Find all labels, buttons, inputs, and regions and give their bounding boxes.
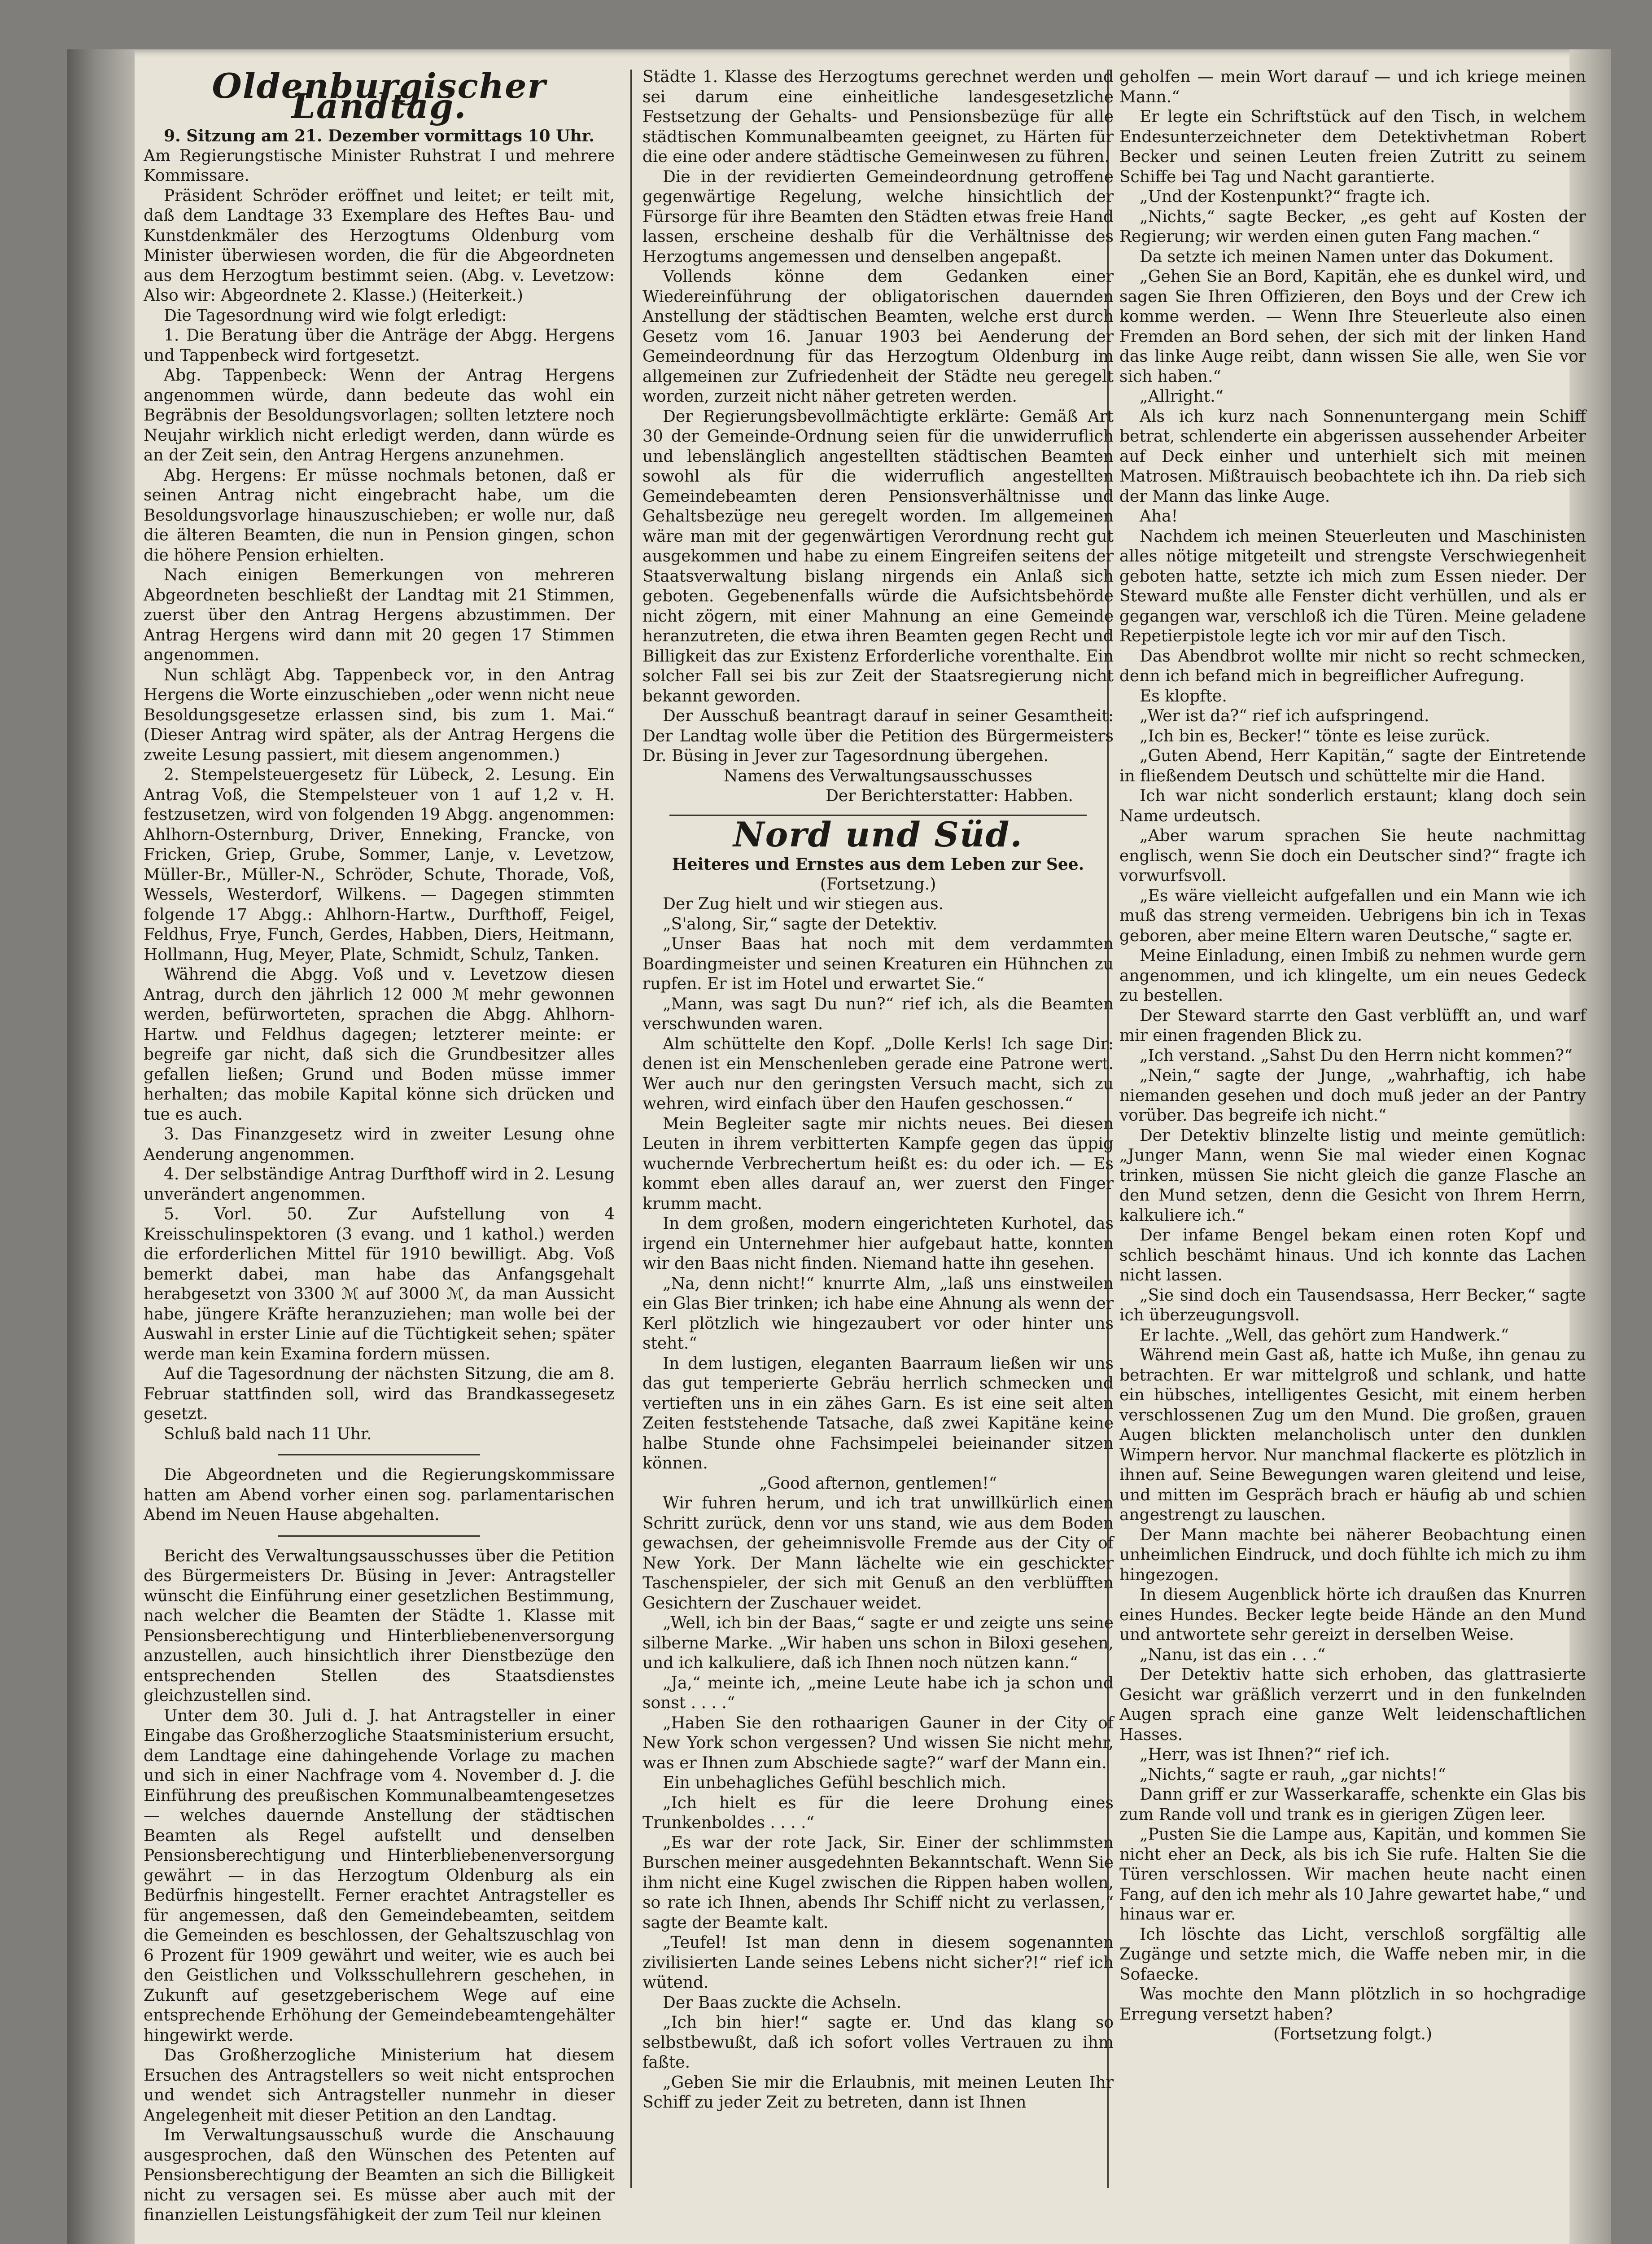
paragraph: „Ich bin es, Becker!“ tönte es leise zurück. [1140,727,1490,745]
paragraph: „Good afternon, gentlemen!“ [759,1474,997,1493]
paragraph: „Ich bin hier!“ sagte er. Und das klang so selbstbewußt, daß ich sofort volles Vertrauen zu ihm faßte. [642,2013,1114,2072]
binding-edge [67,49,135,2244]
column-3 [1119,67,1586,2045]
divider [278,1535,480,1537]
paragraph: In dem lustigen, eleganten Baarraum ließen wir uns das gut temperierte Gebräu herrlich schmecken und vertieften uns in ein zähes Garn. Es ist eine seit alten Zeiten feststehende Tatsache, daß zwei Kapitäne keine halbe Stunde ohne Fachsimpelei beieinander sitzen können. [642,1354,1114,1473]
paragraph: Während die Abgg. Voß und v. Levetzow diesen Antrag, durch den jährlich 12 000 ℳ mehr gewonnen werden, befürworteten, sprachen die Abgg. Ahlhorn-Hartw. und Feldhus dagegen; letzterer meinte: er begreife gar nicht, daß sich die Grundbesitzer alles gefallen ließen; Grund und Boden müsse immer herhalten; das mobile Kapital könne sich drücken und tue es auch. [144,965,615,1124]
paragraph: „Und der Kostenpunkt?“ fragte ich. [1140,188,1431,206]
signature-line: Der Berichterstatter: Habben. [826,787,1073,805]
paragraph: Er lachte. „Well, das gehört zum Handwerk.“ [1140,1326,1509,1345]
divider [278,1454,480,1455]
paragraph: In diesem Augenblick hörte ich draußen das Knurren eines Hundes. Becker legte beide Hände an den Mund und antwortete sehr gereizt in derselben Weise. [1119,1586,1586,1644]
column-1 [144,67,615,2226]
column-2 [642,67,1114,2113]
paragraph: Auf die Tagesordnung der nächsten Sitzung, die am 8. Februar stattfinden soll, wird das Brandkassegesetz gesetzt. [144,1365,615,1423]
paragraph: Nach einigen Bemerkungen von mehreren Abgeordneten beschließt der Landtag mit 21 Stimmen, zuerst über den Antrag Hergens abzustimmen. Der Antrag Hergens wird dann mit 20 gegen 17 Stimmen angenommen. [144,566,615,664]
paragraph: Ein unbehagliches Gefühl beschlich mich. [663,1774,1006,1792]
paragraph: Schluß bald nach 11 Uhr. [164,1424,372,1443]
paragraph: Als ich kurz nach Sonnenuntergang mein Schiff betrat, schlenderte ein abgerissen aussehender Arbeiter auf Deck einher und unterhielt sich mit meinen Matrosen. Mißtrauisch beobachtete ich ihn. Da rieb sich der Mann das linke Auge. [1119,407,1586,506]
story-continuation-note: (Fortsetzung.) [820,875,936,894]
paragraph: Städte 1. Klasse des Herzogtums gerechnet werden und sei darum eine einheitliche landesgesetzliche Festsetzung der Gehalts- und Pensionsbezüge für alle städtischen Kommunalbeamten geeignet, zu Härten für die eine oder andere städtische Gemeinwesen zu führen. [642,68,1114,166]
paragraph: Wir fuhren herum, und ich trat unwillkürlich einen Schritt zurück, denn vor uns stand, wie aus dem Boden gewachsen, der geheimnisvolle Fremde aus der City of New York. Der Mann lächelte wie ein geschickter Taschenspieler, der sich mit Genuß an den verblüfften Gesichtern der Zuschauer weidet. [642,1494,1114,1613]
paragraph: Die in der revidierten Gemeindeordnung getroffene gegenwärtige Regelung, welche hinsichtlich der Fürsorge für ihre Beamten den Städten etwas freie Hand lassen, erscheine deshalb für die Verhältnisse des Herzogtums angemessen und denselben angepaßt. [642,167,1114,266]
paragraph: „Sie sind doch ein Tausendsassa, Herr Becker,“ sagte ich überzeugungsvoll. [1119,1286,1586,1324]
paragraph: Das Abendbrot wollte mir nicht so recht schmecken, denn ich befand mich in begreiflicher Aufregung. [1119,647,1586,685]
paragraph: Der Detektiv blinzelte listig und meinte gemütlich: „Junger Mann, wenn Sie mal wieder einen Kognac trinken, müssen Sie nicht gleich die ganze Flasche an den Mund setzen, denn die Gesicht von Ihrem Herrn, kalkuliere ich.“ [1119,1126,1586,1225]
paragraph: „Herr, was ist Ihnen?“ rief ich. [1140,1745,1390,1764]
paragraph: Ich war nicht sonderlich erstaunt; klang doch sein Name urdeutsch. [1119,787,1586,825]
paragraph: „Nein,“ sagte der Junge, „wahrhaftig, ich habe niemanden gesehen und doch muß jeder an der Pantry vorüber. Das begreife ich nicht.“ [1119,1066,1586,1125]
paragraph: „Ja,“ meinte ich, „meine Leute habe ich ja schon und sonst . . . .“ [642,1674,1114,1712]
paragraph: „Wer ist da?“ rief ich aufspringend. [1140,707,1429,725]
signature-line: Namens des Verwaltungsausschusses [724,767,1032,785]
paragraph: Während mein Gast aß, hatte ich Muße, ihn genau zu betrachten. Er war mittelgroß und schlank, und hatte ein hübsches, intelligentes Gesicht, mit einem herben verschlossenen Zug um den Mund. Die großen, grauen Augen blickten melancholisch unter den dunklen Wimpern hervor. Nur manchmal flackerte es plötzlich in ihnen auf. Seine Bewegungen waren gleitend und leise, und mitten im Gespräch brach er häufig ab und schien angestrengt zu lauschen. [1119,1346,1586,1524]
paragraph: „Unser Baas hat noch mit dem verdammten Boardingmeister und seinen Kreaturen ein Hühnchen zu rupfen. Er ist im Hotel und erwartet Sie.“ [642,935,1114,993]
paragraph: Er legte ein Schriftstück auf den Tisch, in welchem Endesunterzeichneter dem Detektivhetman Robert Becker und seinen Leuten freien Zutritt zu seinem Schiffe bei Tag und Nacht garantierte. [1119,108,1586,186]
paragraph: Mein Begleiter sagte mir nichts neues. Bei diesen Leuten in ihrem verbitterten Kampfe gegen das üppig wuchernde Verbrechertum heißt es: du oder ich. — Es kommt eben alles darauf an, wer zuerst den Finger krumm macht. [642,1114,1114,1213]
section-title: Oldenburgischer Landtag. [212,66,546,126]
paragraph: Es klopfte. [1140,687,1227,706]
paragraph: „Haben Sie den rothaarigen Gauner in der City of New York schon vergessen? Und wissen Sie nicht mehr, was er Ihnen zum Abschiede sagte?“ warf der Mann ein. [642,1714,1114,1772]
paragraph: „Pusten Sie die Lampe aus, Kapitän, und kommen Sie nicht eher an Deck, als bis ich Sie rufe. Halten Sie die Türen verschlossen. Wir machen heute nacht einen Fang, auf den ich mehr als 10 Jahre gewartet habe,“ und hinaus war er. [1119,1825,1586,1924]
paragraph: Die Abgeordneten und die Regierungskommissare hatten am Abend vorher einen sog. parlamentarischen Abend im Neuen Hause abgehalten. [144,1466,615,1524]
paragraph: Der Detektiv hatte sich erhoben, das glattrasierte Gesicht war gräßlich verzerrt und in den funkelnden Augen sprach eine ganze Welt leidenschaftlichen Hasses. [1119,1665,1586,1744]
paragraph: „Gehen Sie an Bord, Kapitän, ehe es dunkel wird, und sagen Sie Ihren Offizieren, den Boys und der Crew ich komme werden. — Wenn Ihre Steuerleute also einen Fremden an Bord sehen, der sich mit der linken Hand das linke Auge reibt, dann wissen Sie alle, wen Sie vor sich haben.“ [1119,267,1586,386]
paragraph: „Allright.“ [1140,387,1224,406]
paragraph: „S'along, Sir,“ sagte der Detektiv. [663,915,938,934]
paragraph: Ich löschte das Licht, verschloß sorgfältig alle Zugänge und setzte mich, die Waffe neben mir, in die Sofaecke. [1119,1925,1586,1984]
paragraph: In dem großen, modern eingerichteten Kurhotel, das irgend ein Unternehmer hier aufgebaut hatte, konnten wir den Baas nicht finden. Niemand hatte ihn gesehen. [642,1214,1114,1273]
column-rule [630,70,632,2188]
paragraph: Alm schüttelte den Kopf. „Dolle Kerls! Ich sage Dir: denen ist ein Menschenleben gerade eine Patrone wert. Wer auch nur den geringsten Versuch macht, sich zu wehren, wird einfach über den Haufen geschossen.“ [642,1034,1114,1113]
paragraph: Vollends könne dem Gedanken einer Wiedereinführung der obligatorischen dauernden Anstellung der städtischen Beamten, welche erst durch Gesetz vom 16. Januar 1903 bei Aenderung der Gemeindeordnung für das Herzogtum Oldenburg im allgemeinen zur Zufriedenheit der Städte neu geregelt worden, zurzeit nicht näher getreten werden. [642,267,1114,406]
paragraph: Da setzte ich meinen Namen unter das Dokument. [1140,247,1554,266]
paragraph: 4. Der selbständige Antrag Durfthoff wird in 2. Lesung unverändert angenommen. [144,1165,615,1204]
paragraph: Aha! [1140,507,1178,526]
paragraph: Abg. Tappenbeck: Wenn der Antrag Hergens angenommen würde, dann bedeute das wohl ein Begräbnis der Besoldungsvorlagen; sollten letztere noch Neujahr wirklich nicht erledigt werden, dann würde es an der Zeit sein, den Antrag Hergens anzunehmen. [144,366,615,465]
paragraph: Präsident Schröder eröffnet und leitet; er teilt mit, daß dem Landtage 33 Exemplare des Heftes Bau- und Kunstdenkmäler des Herzogtums Oldenburg vom Minister überwiesen worden, die für die Abgeordneten aus dem Herzogtum bestimmt seien. (Abg. v. Levetzow: Also wir: Abgeordnete 2. Klasse.) (Heiterkeit.) [144,186,615,305]
paragraph: 2. Stempelsteuergesetz für Lübeck, 2. Lesung. Ein Antrag Voß, die Stempelsteuer von 1 auf 1,2 v. H. festzusetzen, wird von folgenden 19 Abgg. angenommen: Ahlhorn-Osternburg, Driver, Enneking, Francke, von Fricken, Griep, Grube, Sommer, Lanje, v. Levetzow, Müller-Br., Müller-N., Schröder, Schute, Thorade, Voß, Wessels, Westerdorf, Wilkens. — Dagegen stimmten folgende 17 Abgg.: Ahlhorn-Hartw., Durfthoff, Feigel, Feldhus, Frye, Funch, Gerdes, Habben, Diers, Heitmann, Hollmann, Hug, Meyer, Plate, Schmidt, Schulz, Tanken. [144,766,615,964]
paragraph: 5. Vorl. 50. Zur Aufstellung von 4 Kreisschulinspektoren (3 evang. und 1 kathol.) werden die erforderlichen Mittel für 1910 bewilligt. Abg. Voß bemerkt dabei, man habe das Anfangsgehalt herabgesetzt von 3300 ℳ auf 3000 ℳ, da man Aussicht habe, jüngere Kräfte heranzuziehen; man wolle bei der Auswahl in erster Linie auf die Tüchtigkeit sehen; später werde man kein Examina fordern müssen. [144,1205,615,1363]
paragraph: Der Ausschuß beantragt darauf in seiner Gesamtheit: Der Landtag wolle über die Petition des Bürgermeisters Dr. Büsing in Jever zur Tagesordnung übergehen. [642,707,1114,765]
paragraph: „Nichts,“ sagte Becker, „es geht auf Kosten der Regierung; wir werden einen guten Fang machen.“ [1119,207,1586,246]
paragraph: „Es war der rote Jack, Sir. Einer der schlimmsten Burschen meiner ausgedehnten Bekanntschaft. Wenn Sie ihm nicht eine Kugel zwischen die Rippen haben wollen, so rate ich Ihnen, abends Ihr Schiff nicht zu verlassen,“ sagte der Beamte kalt. [642,1833,1114,1932]
paragraph: Der Mann machte bei näherer Beobachtung einen unheimlichen Eindruck, und doch fühlte ich mich zu ihm hingezogen. [1119,1525,1586,1584]
paragraph: Unter dem 30. Juli d. J. hat Antragsteller in einer Eingabe das Großherzogliche Staatsministerium ersucht, dem Landtage eine dahingehende Vorlage zu machen und sich in einer Nachfrage vom 4. November d. J. die Einführung des preußischen Kommunalbeamtengesetzes — welches dauernde Anstellung der städtischen Beamten als Regel aufstellt und denselben Pensionsberechtigung und Hinterbliebenenversorgung gewährt — in das Herzogtum Oldenburg als ein Bedürfnis hingestellt. Ferner erachtet Antragsteller es für angemessen, daß den Gemeindebeamten, seitdem die Gemeinden es beschlossen, der Gehaltszuschlag von 6 Prozent für 1909 gewährt und weiter, wie es auch bei den Geistlichen und Volksschullehrern geschehen, in Zukunft auf gesetzgeberischem Wege auf eine entsprechende Erhöhung der Gemeindebeamtengehälter hingewirkt werde. [144,1706,615,2045]
paragraph: Die Tagesordnung wird wie folgt erledigt: [164,306,507,325]
paragraph: geholfen — mein Wort darauf — und ich kriege meinen Mann.“ [1119,68,1586,106]
paragraph: „Nichts,“ sagte er rauh, „gar nichts!“ [1140,1765,1446,1784]
paragraph: „Ich verstand. „Sahst Du den Herrn nicht kommen?“ [1140,1046,1573,1065]
paragraph: Der Regierungsbevollmächtigte erklärte: Gemäß Art 30 der Gemeinde-Ordnung seien für die unwiderruflich und lebenslänglich angestellten städtischen Beamten sowohl als für die widerruflich angestellten Gemeindebeamten deren Pensionsverhältnisse und Gehaltsbezüge neu geregelt worden. Im allgemeinen wäre man mit der gegenwärtigen Verordnung recht gut ausgekommen und habe zu einem Eingreifen seitens der Staatsverwaltung bislang nirgends ein Anlaß sich geboten. Gegebenenfalls würde die Aufsichtsbehörde nicht zögern, mit einer Mahnung an eine Gemeinde heranzutreten, die etwa ihren Beamten gegen Recht und Billigkeit das zur Existenz Erforderliche vorenthalte. Ein solcher Fall sei bis zur Zeit der Staatsregierung nicht bekannt geworden. [642,407,1114,706]
story-title: Nord und Süd. [733,814,1023,855]
paragraph: Dann griff er zur Wasserkaraffe, schenkte ein Glas bis zum Rande voll und trank es in gierigen Zügen leer. [1119,1785,1586,1824]
paragraph: Nachdem ich meinen Steuerleuten und Maschinisten alles nötige mitgeteilt und strengste Verschwiegenheit geboten hatte, setzte ich mich zum Essen nieder. Der Steward mußte alle Fenster dicht verhüllen, und als er gegangen war, verschloß ich die Türen. Meine geladene Repetierpistole legte ich vor mir auf den Tisch. [1119,527,1586,645]
paragraph: Am Regierungstische Minister Ruhstrat I und mehrere Kommissare. [144,146,615,185]
paragraph: „Guten Abend, Herr Kapitän,“ sagte der Eintretende in fließendem Deutsch und schüttelte mir die Hand. [1119,747,1586,785]
paragraph: Meine Einladung, einen Imbiß zu nehmen wurde gern angenommen, und ich klingelte, um ein neues Gedeck zu bestellen. [1119,947,1586,1005]
paragraph: „Nanu, ist das ein . . .“ [1140,1645,1326,1664]
paragraph: „Geben Sie mir die Erlaubnis, mit meinen Leuten Ihr Schiff zu jeder Zeit zu betreten, dann ist Ihnen [642,2073,1114,2112]
newspaper-page [67,49,1611,2244]
paragraph: Was mochte den Mann plötzlich in so hochgradige Erregung versetzt haben? [1119,1985,1586,2024]
paragraph: Der Baas zuckte die Achseln. [663,1993,902,2012]
paragraph: 3. Das Finanzgesetz wird in zweiter Lesung ohne Aenderung angenommen. [144,1125,615,1164]
session-heading: 9. Sitzung am 21. Dezember vormittags 10 Uhr. [164,127,594,145]
paragraph: „Na, denn nicht!“ knurrte Alm, „laß uns einstweilen ein Glas Bier trinken; ich habe eine Ahnung als wenn der Kerl plötzlich wie hingezaubert vor oder hinter uns steht.“ [642,1274,1114,1353]
paragraph: Abg. Hergens: Er müsse nochmals betonen, daß er seinen Antrag nicht eingebracht habe, um die Besoldungsvorlage hinauszuschieben; er wolle nur, daß die älteren Beamten, die nun in Pension gingen, schon die höhere Pension erhielten. [144,466,615,565]
paragraph: Das Großherzogliche Ministerium hat diesem Ersuchen des Antragstellers so weit nicht entsprochen und wendet sich Antragsteller nunmehr in dieser Angelegenheit mit dieser Petition an den Landtag. [144,2046,615,2125]
paragraph: „Es wäre vielleicht aufgefallen und ein Mann wie ich muß das streng vermeiden. Uebrigens bin ich in Texas geboren, aber meine Eltern waren Deutsche,“ sagte er. [1119,886,1586,945]
paragraph: Der Zug hielt und wir stiegen aus. [663,895,944,913]
paragraph: Der infame Bengel bekam einen roten Kopf und schlich beschämt hinaus. Und ich konnte das Lachen nicht lassen. [1119,1226,1586,1284]
paragraph: Der Steward starrte den Gast verblüfft an, und warf mir einen fragenden Blick zu. [1119,1006,1586,1045]
paragraph: „Aber warum sprachen Sie heute nachmittag englisch, wenn Sie doch ein Deutscher sind?“ fragte ich vorwurfsvoll. [1119,827,1586,885]
paragraph: 1. Die Beratung über die Anträge der Abgg. Hergens und Tappenbeck wird fortgesetzt. [144,326,615,365]
paragraph: Nun schlägt Abg. Tappenbeck vor, in den Antrag Hergens die Worte einzuschieben „oder wenn nicht neue Besoldungsgesetze erlassen sind, bis zum 1. Mai.“ (Dieser Antrag wird später, als der Antrag Hergens die zweite Lesung passiert, mit diesem angenommen.) [144,666,615,764]
paragraph: Bericht des Verwaltungsausschusses über die Petition des Bürgermeisters Dr. Büsing in Jever: Antragsteller wünscht die Einführung einer gesetzlichen Bestimmung, nach welcher die Beamten der Städte 1. Klasse mit Pensionsberechtigung und Hinterbliebenenversorgung anzustellen, auch hinsichtlich ihrer Dienstbezüge den entsprechenden Stellen des Staatsdienstes gleichzustellen sind. [144,1547,615,1705]
paragraph: „Teufel! Ist man denn in diesem sogenannten zivilisierten Lande seines Lebens nicht sicher?!“ rief ich wütend. [642,1933,1114,1992]
story-subtitle: Heiteres und Ernstes aus dem Leben zur See. [672,855,1084,874]
paragraph: „Well, ich bin der Baas,“ sagte er und zeigte uns seine silberne Marke. „Wir haben uns schon in Biloxi gesehen, und ich kalkuliere, daß ich Ihnen noch nützen kann.“ [642,1614,1114,1672]
paragraph: „Ich hielt es für die leere Drohung eines Trunkenboldes . . . .“ [642,1793,1114,1832]
continuation-note: (Fortsetzung folgt.) [1273,2025,1432,2043]
paragraph: Im Verwaltungsausschuß wurde die Anschauung ausgesprochen, daß den Wünschen des Petenten auf Pensionsberechtigung der Beamten an sich die Billigkeit nicht zu versagen sei. Es müsse aber auch mit der finanziellen Leistungsfähigkeit der zum Teil nur kleinen [144,2126,615,2224]
paragraph: „Mann, was sagt Du nun?“ rief ich, als die Beamten verschwunden waren. [642,995,1114,1033]
